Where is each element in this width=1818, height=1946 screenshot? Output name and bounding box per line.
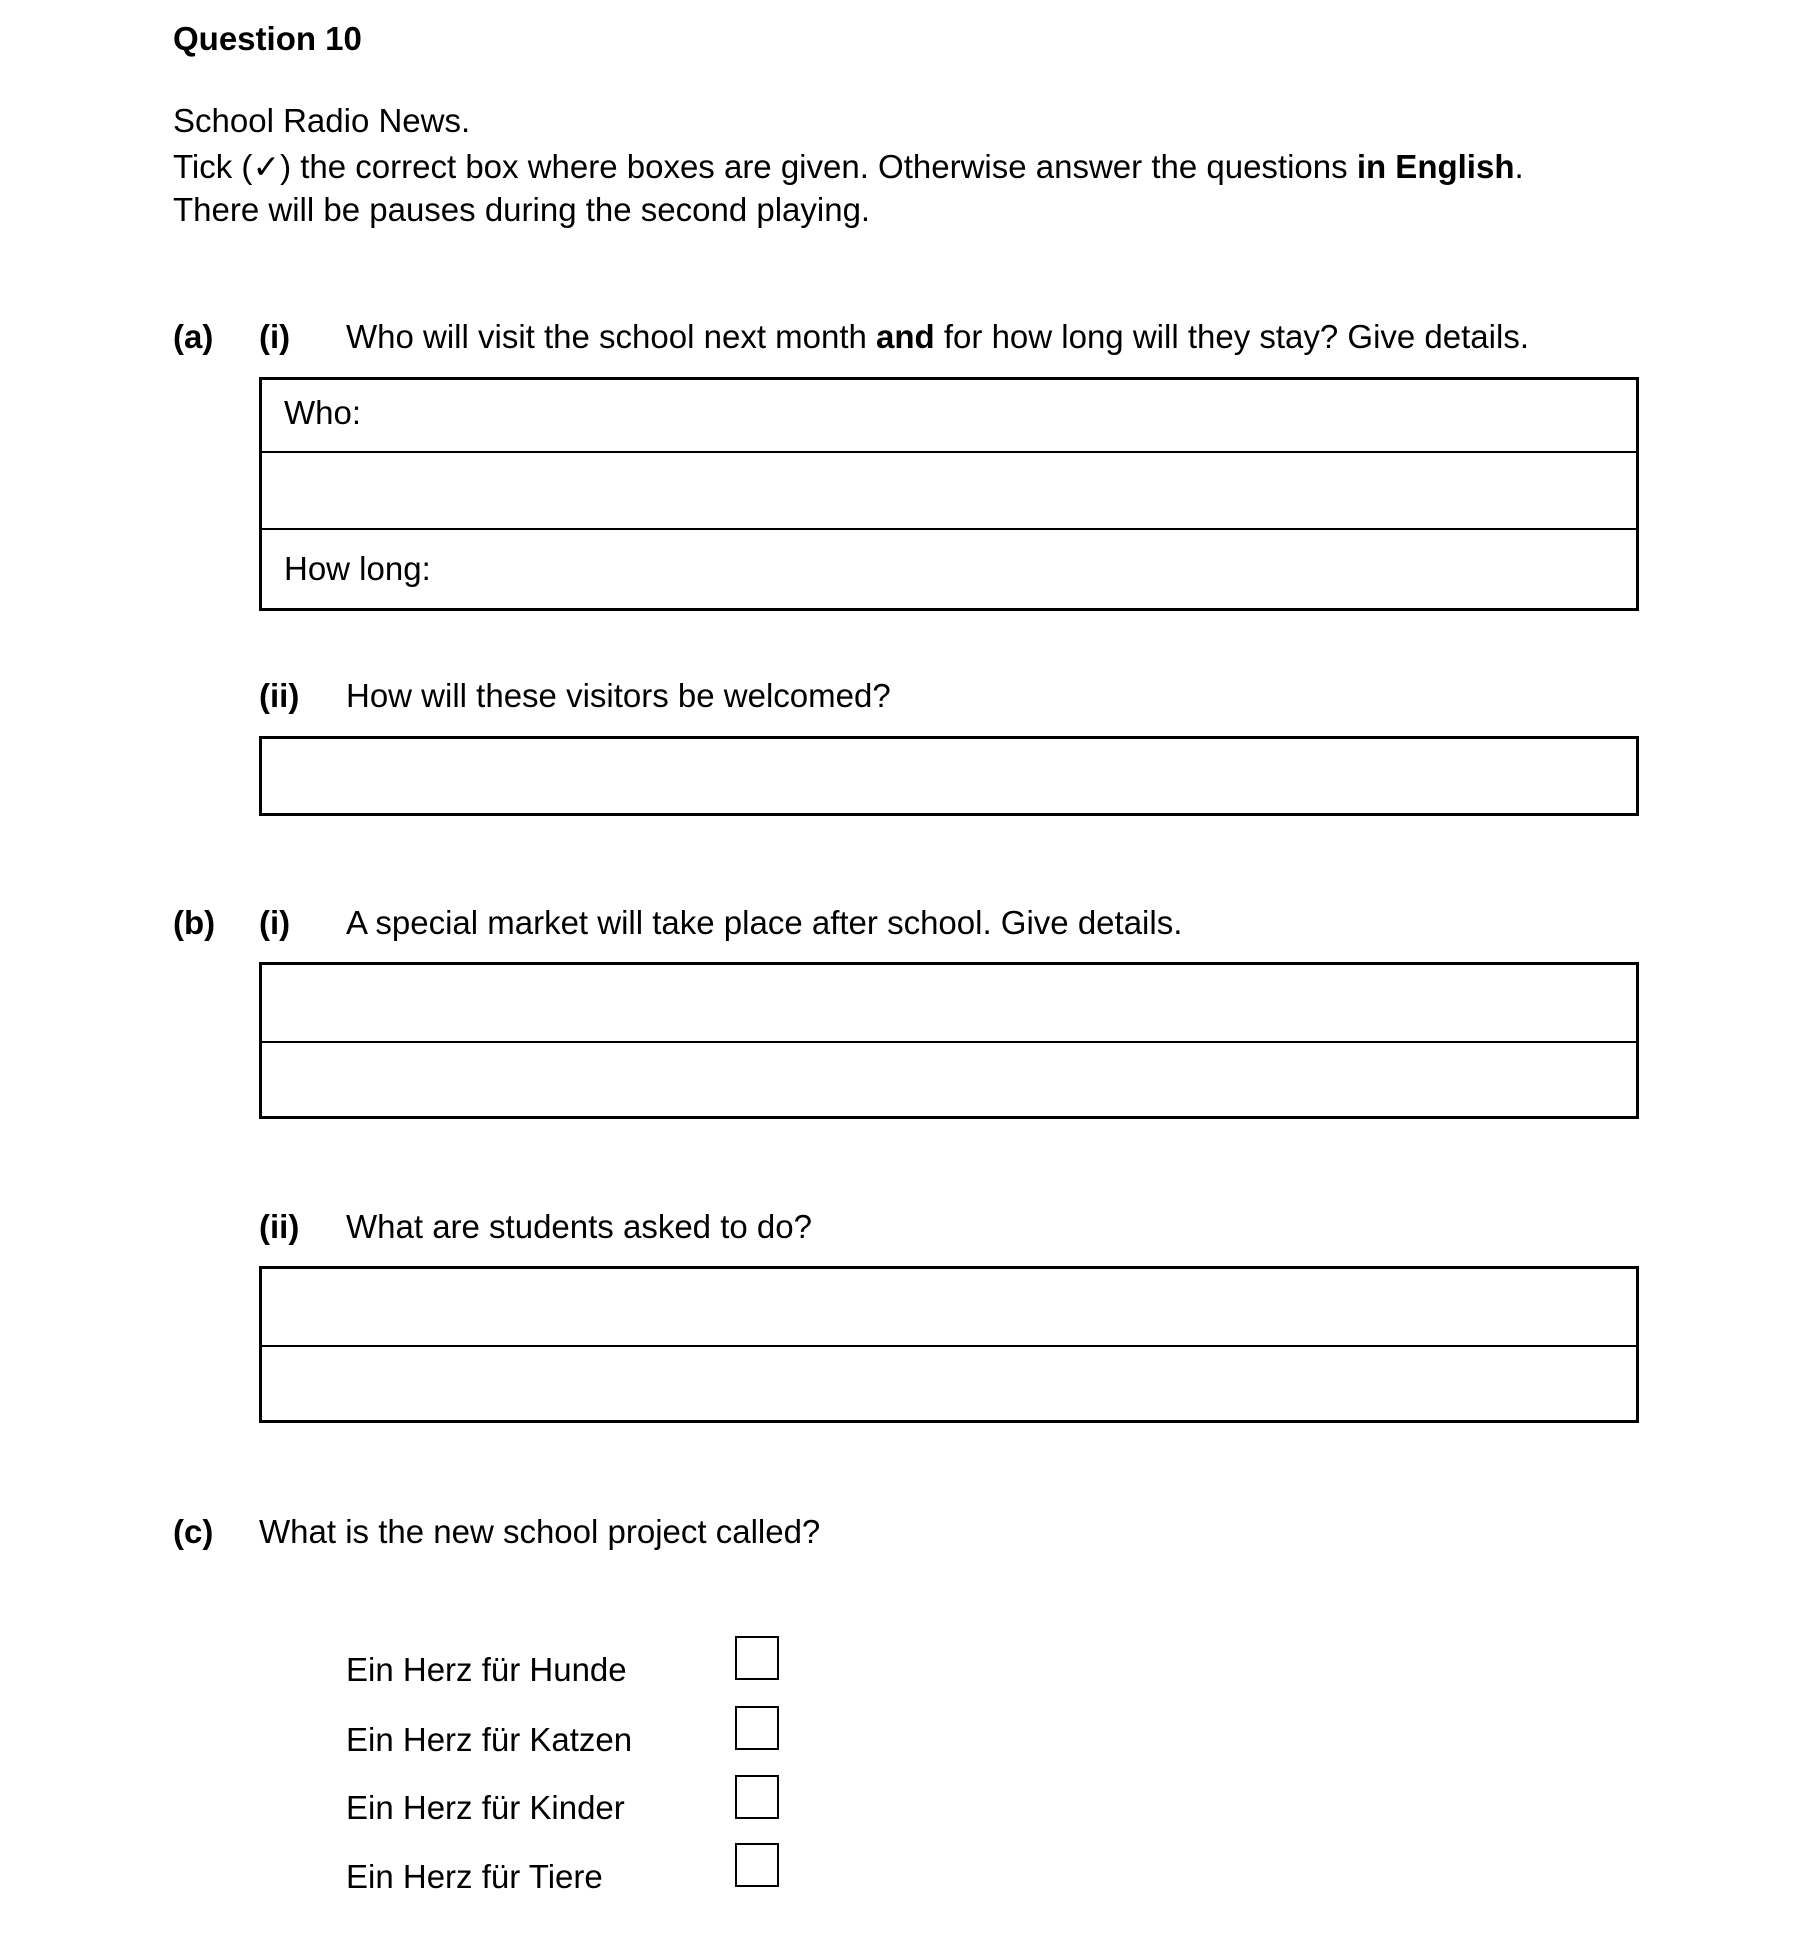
answer-row-b-ii-1[interactable] xyxy=(262,1269,1636,1347)
intro-line-3: There will be pauses during the second playing. xyxy=(173,191,871,228)
part-c-question: What is the new school project called? xyxy=(259,1513,821,1550)
who-label: Who: xyxy=(284,394,362,431)
checkbox-tiere[interactable] xyxy=(735,1843,779,1887)
part-a-i-text-post: for how long will they stay? Give details. xyxy=(934,318,1529,355)
intro-line-2-pre: Tick ( xyxy=(173,148,253,185)
part-b-ii-question: What are students asked to do? xyxy=(346,1208,812,1245)
answer-box-a-i xyxy=(259,377,1639,611)
how-long-label: How long: xyxy=(284,550,431,587)
option-label-tiere: Ein Herz für Tiere xyxy=(346,1858,603,1895)
part-a-ii-question: How will these visitors be welcomed? xyxy=(346,677,891,714)
option-label-katzen: Ein Herz für Katzen xyxy=(346,1721,633,1758)
part-a-i-text-bold: and xyxy=(876,318,935,355)
checkbox-hunde[interactable] xyxy=(735,1636,779,1680)
intro-line-2 xyxy=(173,147,1524,186)
part-a-i-question xyxy=(346,318,1529,356)
answer-row-b-i-2[interactable] xyxy=(262,1043,1636,1116)
intro-line-2-bold: in English xyxy=(1356,148,1515,185)
answer-row-b-i-1[interactable] xyxy=(262,965,1636,1043)
part-c-label: (c) xyxy=(173,1513,214,1550)
intro-line-2-end: . xyxy=(1514,148,1524,185)
checkbox-kinder[interactable] xyxy=(735,1775,779,1819)
answer-box-b-i xyxy=(259,962,1639,1119)
intro-line-2-mid: ) the correct box where boxes are given. Otherwise answer the questions xyxy=(280,148,1357,185)
part-a-ii-label: (ii) xyxy=(259,677,300,714)
option-label-kinder: Ein Herz für Kinder xyxy=(346,1789,625,1826)
option-label-hunde: Ein Herz für Hunde xyxy=(346,1651,627,1688)
part-a-label: (a) xyxy=(173,318,214,355)
answer-row-b-ii-2[interactable] xyxy=(262,1347,1636,1420)
part-b-ii-label: (ii) xyxy=(259,1208,300,1245)
part-b-i-label: (i) xyxy=(259,904,291,941)
answer-row-how-long[interactable] xyxy=(262,530,1636,608)
part-b-label: (b) xyxy=(173,904,216,941)
tick-icon: ✓ xyxy=(252,148,281,185)
part-a-i-label: (i) xyxy=(259,318,291,355)
checkbox-katzen[interactable] xyxy=(735,1706,779,1750)
answer-row-blank[interactable] xyxy=(262,453,1636,530)
answer-box-b-ii xyxy=(259,1266,1639,1423)
answer-row-who[interactable] xyxy=(262,380,1636,453)
question-title: Question 10 xyxy=(173,20,362,57)
intro-line-1: School Radio News. xyxy=(173,102,471,139)
part-a-i-text-pre: Who will visit the school next month xyxy=(346,318,877,355)
part-b-i-question: A special market will take place after school. Give details. xyxy=(346,904,1183,941)
answer-box-a-ii[interactable] xyxy=(259,736,1639,816)
